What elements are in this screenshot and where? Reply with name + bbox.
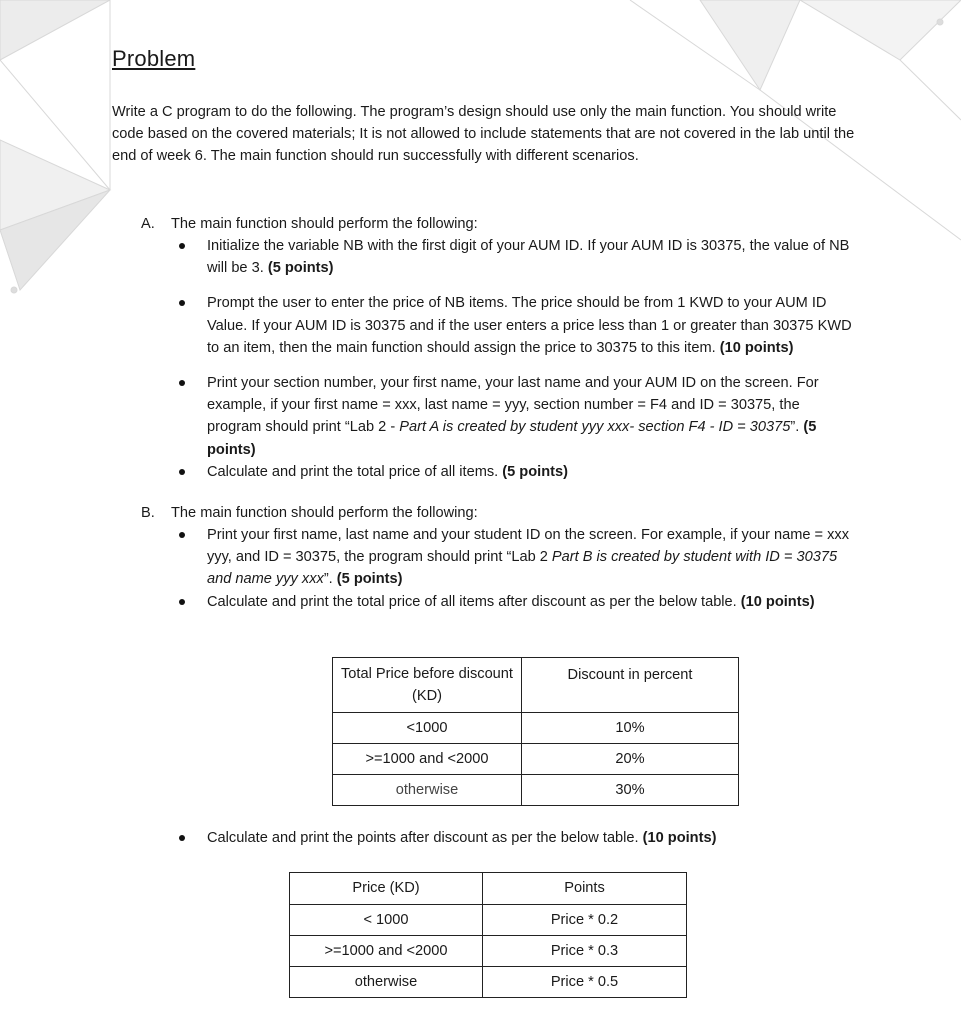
- item-text: Calculate and print the total price of all items after discount as per the below table.: [207, 593, 741, 610]
- item-text: ”.: [323, 571, 337, 588]
- table-cell: otherwise: [290, 967, 483, 998]
- table-cell: >=1000 and <2000: [333, 744, 522, 775]
- item-example-output: Part B is created by student with ID = 30375 and name yyy xxx: [207, 549, 838, 588]
- list-item: [207, 372, 855, 461]
- list-item: [207, 591, 855, 613]
- table-row: [290, 936, 687, 967]
- item-example-output: Part A is created by student yyy xxx- section F4 - ID = 30375: [399, 419, 791, 436]
- page-title: Problem: [112, 46, 196, 71]
- table-cell: 20%: [522, 744, 739, 775]
- item-points: (5 points): [207, 419, 817, 458]
- section-a-heading-text: The main function should perform the following:: [171, 216, 478, 232]
- item-points: (10 points): [740, 593, 815, 610]
- header-cell: Total Price before discount (KD): [333, 658, 522, 713]
- discount-table: [332, 657, 739, 806]
- section-b-list-continued: [207, 827, 855, 849]
- item-text: Initialize the variable NB with the first digit of your AUM ID. If your AUM ID is 30375, the value of NB will be 3.: [207, 238, 850, 277]
- item-text: ”.: [790, 419, 804, 436]
- table-header-row: [290, 873, 687, 905]
- table-cell: otherwise: [333, 775, 522, 806]
- table-row: [333, 713, 739, 744]
- section-a-heading: [141, 213, 478, 235]
- table-cell: Price * 0.5: [483, 967, 687, 998]
- item-text: Calculate and print the points after discount as per the below table.: [207, 830, 643, 846]
- list-item: [207, 292, 855, 359]
- item-text: Calculate and print the total price of all items.: [207, 463, 503, 480]
- list-item: [207, 524, 855, 591]
- table-row: [290, 905, 687, 936]
- table-cell: < 1000: [290, 905, 483, 936]
- table-row: [333, 744, 739, 775]
- item-points: (5 points): [336, 571, 403, 588]
- item-points: (5 points): [267, 260, 334, 277]
- table-row: [333, 775, 739, 806]
- table-cell: Price * 0.2: [483, 905, 687, 936]
- item-text: Print your section number, your first name, your last name and your AUM ID on the screen. For example, if your first name = xxx, last name = yyy, section number = F4 and ID = 30375, the program should print “Lab 2 -: [207, 375, 819, 436]
- item-text: Print your first name, last name and your student ID on the screen. For example, if your name = xxx yyy, and ID = 30375, the program should print “Lab 2: [207, 527, 850, 566]
- header-cell: Points: [483, 873, 687, 905]
- table-cell: <1000: [333, 713, 522, 744]
- intro-paragraph: Write a C program to do the following. The program’s design should use only the main function. You should write code based on the covered materials; It is not allowed to include statements that are not covered in the lab until the end of week 6. The main function should run successfully with different scenarios.: [112, 104, 855, 165]
- table-header-row: [333, 658, 739, 713]
- section-b-heading: [141, 502, 478, 524]
- section-b-label: B.: [141, 505, 155, 521]
- list-item: [207, 235, 855, 279]
- item-points: (5 points): [502, 463, 568, 480]
- table-cell: >=1000 and <2000: [290, 936, 483, 967]
- section-a-label: A.: [141, 216, 155, 232]
- points-table: [289, 872, 687, 998]
- item-points: (10 points): [642, 830, 717, 846]
- table-cell: 30%: [522, 775, 739, 806]
- section-b-heading-text: The main function should perform the following:: [171, 505, 478, 521]
- list-item: [207, 827, 855, 849]
- list-item: [207, 461, 855, 483]
- item-text: Prompt the user to enter the price of NB items. The price should be from 1 KWD to your AUM ID Value. If your AUM ID is 30375 and if the user enters a price less than 1 or greater than 30375 KWD to an item, then the main function should assign the price to 30375 to this item.: [207, 295, 852, 356]
- item-points: (10 points): [719, 339, 794, 356]
- table-cell: Price * 0.3: [483, 936, 687, 967]
- header-cell: Discount in percent: [522, 658, 739, 713]
- table-cell: 10%: [522, 713, 739, 744]
- header-cell: Price (KD): [290, 873, 483, 905]
- section-a-list: [207, 235, 855, 483]
- section-b-list: [207, 524, 855, 613]
- table-row: [290, 967, 687, 998]
